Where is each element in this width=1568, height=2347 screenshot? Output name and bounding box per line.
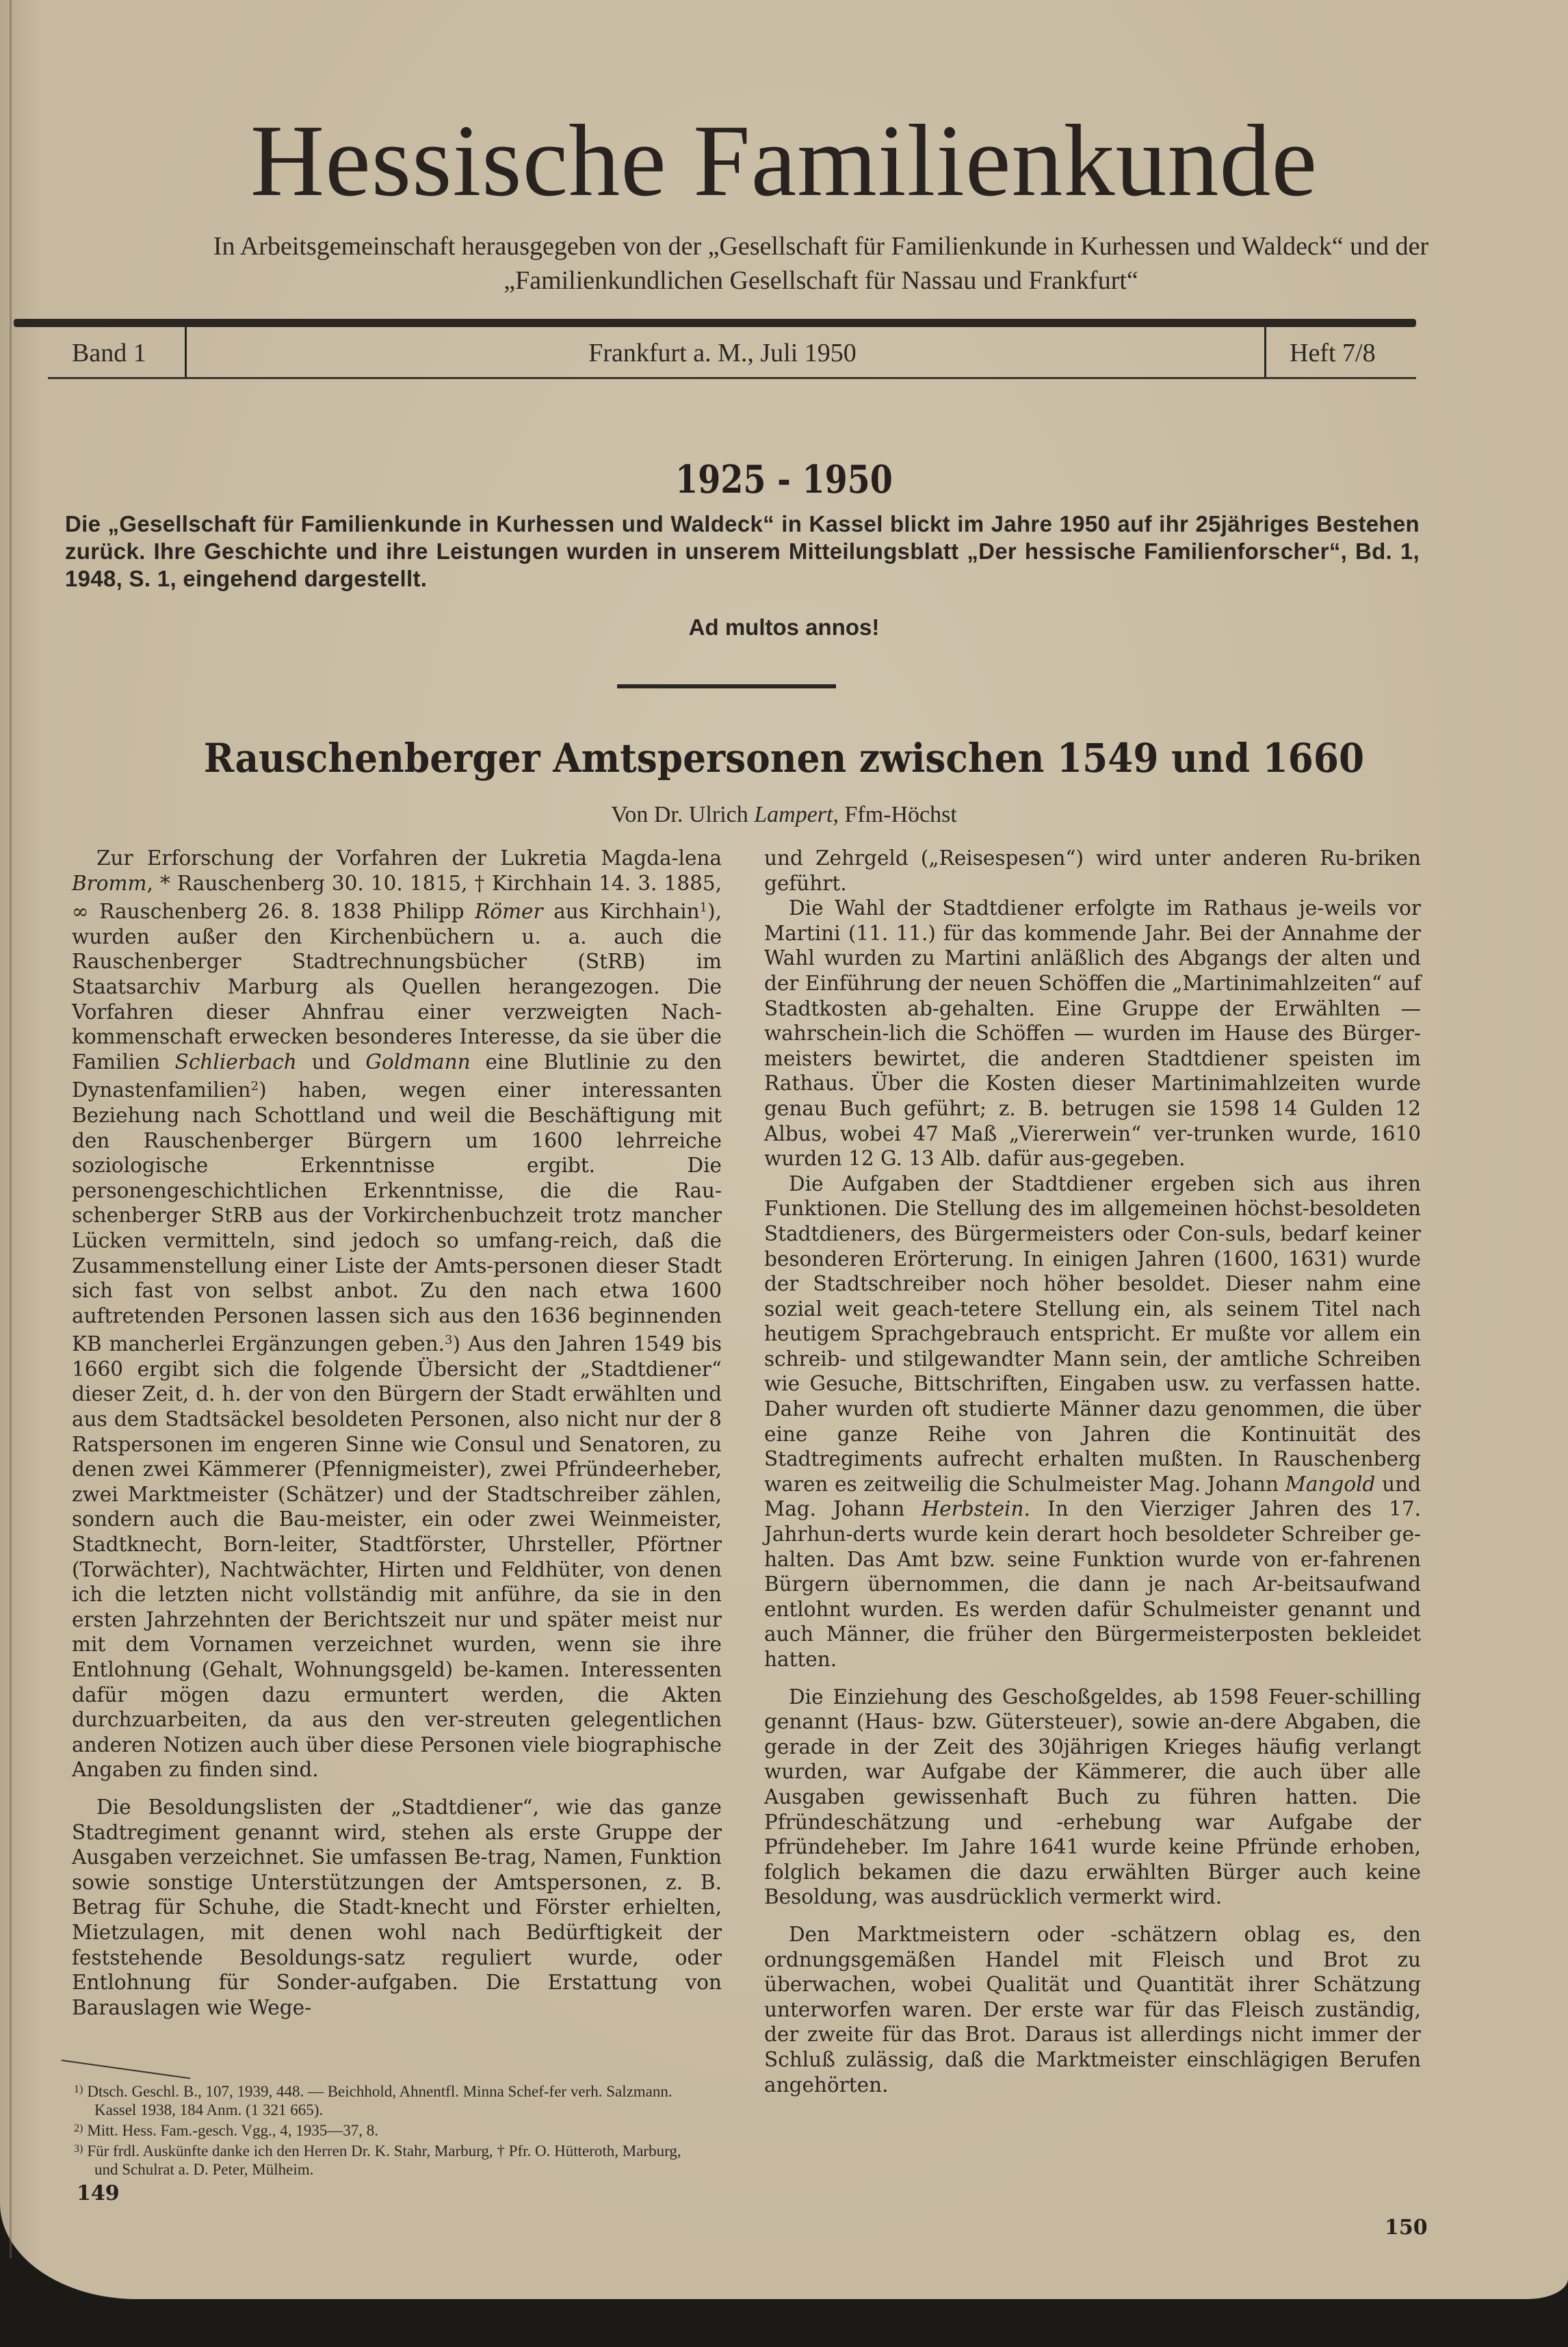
section-divider [617, 684, 836, 688]
issue-label: Heft 7/8 [1290, 339, 1376, 367]
footnotes [68, 2080, 698, 2179]
paragraph: Die Einziehung des Geschoßgeldes, ab 1598 Feuer-schilling genannt (Haus- bzw. Gütersteuer), sowie an-dere Abgaben, die gerade in der Zeit des 30jährigen Krieges häufig verlangt wurden, war Aufgabe der Kämmerer, die auch über alle Ausgaben gewissenhaft Buch zu führen hatten. Die Pfründeschätzung und -erhebung war Aufgabe der Pfründeheber. Im Jahre 1641 wurde keine Pfründe erhoben, folglich bekamen die dazu erwählten Bürger auch keine Besoldung, was ausdrücklich vermerkt wird. [764, 1685, 1421, 1909]
journal-title: Hessische Familienkunde [250, 104, 1318, 218]
footnote-ref: 3 [445, 1333, 453, 1348]
place-date-label: Frankfurt a. M., Juli 1950 [588, 339, 857, 367]
footnote: $^{3)}$ Für frdl. Auskünfte danke ich den Herren Dr. K. Stahr, Marburg, † Pfr. O. Hütteroth, Marburg, und Schulrat a. D. Peter, Mülheim. [74, 2142, 681, 2178]
article-title: Rauschenberger Amtspersonen zwischen 1549 und 1660 [203, 735, 1365, 781]
page-number-right: 150 [1385, 2216, 1428, 2240]
masthead-rule-thick [14, 319, 1416, 327]
page-number-left: 149 [77, 2181, 120, 2205]
byline-prefix: Von Dr. Ulrich [611, 802, 755, 827]
paragraph: Die Besoldungslisten der „Stadtdiener“, wie das ganze Stadtregiment genannt wird, stehen als erste Gruppe der Ausgaben verzeichnet. Sie umfassen Be-trag, Namen, Funktion sowie sonstige Unterstützungen der Amtspersonen, z. B. Betrag für Schuhe, die Stadt-knecht und Förster erhielten, Mietzulagen, mit denen wohl nach Bedürftigkeit der feststehende Besoldungs-satz reguliert wurde, oder Entlohnung für Sonder-aufgaben. Die Erstattung von Barauslagen wie Wege- [72, 1795, 722, 2019]
footnote: $^{1)}$ Dtsch. Geschl. B., 107, 1939, 448. — Beichhold, Ahnentfl. Minna Schef-fer verh. Salzmann. Kassel 1938, 184 Anm. (1 321 665). [74, 2083, 672, 2118]
byline-suffix: , Ffm-Höchst [833, 802, 957, 827]
paragraph: Die Wahl der Stadtdiener erfolgte im Rathaus je-weils vor Martini (11. 11.) für das kommende Jahr. Bei der Annahme der Wahl wurden zu Martini anläßlich des Abgangs der alten und der Einführung der neuen Schöffen die „Martinimahlzeiten“ auf Stadtkosten ab-gehalten. Eine Gruppe der Erwählten — wahrschein-lich die Schöffen — wurden im Hause des Bürger-meisters bewirtet, die anderen Stadtdiener speisten im Rathaus. Über die Kosten dieser Martinimahlzeiten wurde genau Buch geführt; z. B. betrugen sie 1598 14 Gulden 12 Albus, wobei 47 Maß „Viererwein“ ver-trunken wurde, 1610 wurden 12 G. 13 Alb. dafür aus-gegeben. [764, 896, 1421, 1171]
paragraph: und Zehrgeld („Reisespesen“) wird unter anderen Ru-briken geführt. [764, 846, 1421, 895]
anniversary-text: Die „Gesellschaft für Familienkunde in Kurhessen und Waldeck“ in Kassel blickt im Jahre 1950 auf ihr 25jähriges Bestehen zurück. Ihre Geschichte und ihre Leistungen wurden in unserem Mitteilungsblatt „Der hessische Familienforscher“, Bd. 1, 1948, S. 1, eingehend dargestellt. [65, 511, 1420, 591]
left-column [72, 846, 722, 2020]
paragraph: Den Marktmeistern oder -schätzern oblag es, den ordnungsgemäßen Handel mit Fleisch und Brot zu überwachen, wobei Qualität und Quantität ihrer Schätzung unterworfen waren. Der erste war für das Fleisch zuständig, der zweite für das Brot. Daraus ist allerdings nicht immer der Schluß zulässig, daß die Marktmeister einschlägigen Berufen angehörten. [764, 1922, 1421, 2097]
publisher-line-1: In Arbeitsgemeinschaft herausgegeben von der „Gesellschaft für Familienkunde in Kurhessen und Waldeck“ und der [213, 232, 1429, 261]
paragraph: Die Aufgaben der Stadtdiener ergeben sich aus ihren Funktionen. Die Stellung des im allgemeinen höchst-besoldeten Stadtdieners, des Bürgermeisters oder Con-suls, bedarf keiner besonderen Erörterung. In einigen Jahren (1600, 1631) wurde der Stadtschreiber noch höher besoldet. Dieser nahm eine sozial weit geach-tetere Stellung ein, als seinem Titel nach heutigem Sprachgebrauch entspricht. Er mußte vor allem ein schreib- und stilgewandter Mann sein, der amtliche Schreiben wie Gesuche, Bittschriften, Eingaben usw. zu verfassen hatte. Daher wurden oft studierte Männer dazu genommen, die über eine ganze Reihe von Jahren die Kontinuität des Stadtregiments aufrecht erhalten mußten. In Rauschenberg waren es zeitweilig die Schulmeister Mag. Johann Mangold und Mag. Johann Herbstein. In den Vierziger Jahren des 17. Jahrhun-derts wurde kein derart hoch besoldeter Schreiber ge-halten. Das Amt bzw. seine Funktion wurde von er-fahrenen Bürgern übernommen, die dann je nach Ar-beitsaufwand entlohnt wurden. Es werden dafür Schulmeister genannt und auch Männer, die früher den Bürgermeisterposten bekleidet hatten. [764, 1171, 1421, 1671]
anniversary-title: 1925 - 1950 [675, 457, 893, 502]
volume-label: Band 1 [72, 339, 146, 367]
byline [0, 802, 1568, 828]
publisher-line-2: „Familienkundlichen Gesellschaft für Nassau und Frankfurt“ [504, 266, 1138, 295]
footnote-ref: 2 [250, 1079, 259, 1094]
footnote-ref: 1 [699, 900, 708, 916]
byline-author: Lampert [754, 802, 833, 827]
anniversary-wish: Ad multos annos! [688, 614, 880, 640]
footnote-rule [62, 2060, 190, 2079]
masthead-rule-thin [48, 377, 1416, 379]
footnote: $^{2)}$ Mitt. Hess. Fam.-gesch. Vgg., 4, 1935—37, 8. [74, 2122, 379, 2139]
right-column [764, 846, 1421, 2097]
paragraph: Zur Erforschung der Vorfahren der Lukretia Magda-lena Bromm, * Rauschenberg 30. 10. 1815, † Kirchhain 14. 3. 1885, ∞ Rauschenberg 26. 8. 1838 Philipp Römer aus Kirchhain$^1$), wurden außer den Kirchenbüchern u. a. auch die Rauschenberger Stadtrechnungsbücher (StRB) im Staatsarchiv Marburg als Quellen herangezogen. Die Vorfahren dieser Ahnfrau einer verzweigten Nach-kommenschaft erwecken besonderes Interesse, da sie über die Familien Schlierbach und Goldmann eine Blutlinie zu den Dynastenfamilien$^2$) haben, wegen einer interessanten Beziehung nach Schottland und weil die Beschäftigung mit den Rauschenberger Bürgern um 1600 lehrreiche soziologische Erkenntnisse ergibt. Die personengeschichtlichen Erkenntnisse, die die Rau-schenberger StRB aus der Vorkirchenbuchzeit trotz mancher Lücken vermitteln, sind jedoch so umfang-reich, daß die Zusammenstellung einer Liste der Amts-personen dieser Stadt sich fast von selbst anbot. Zu den nach etwa 1600 auftretenden Personen lassen sich aus den 1636 beginnenden KB mancherlei Ergänzungen geben.$^3$) Aus den Jahren 1549 bis 1660 ergibt sich die folgende Übersicht der „Stadtdiener“ dieser Zeit, d. h. der von den Bürgern der Stadt erwählten und aus dem Stadtsäckel besoldeten Personen, also nicht nur der 8 Ratspersonen im engeren Sinne wie Consul und Senatoren, zu denen zwei Kämmerer (Pfennigmeister), zwei Pfründeerheber, zwei Marktmeister (Schätzer) und der Stadtschreiber zählen, sondern auch die Bau-meister, ein oder zwei Weinmeister, Stadtknecht, Born-leiter, Stadtförster, Uhrsteller, Pförtner (Torwächter), Nachtwächter, Hirten und Feldhüter, von denen ich die letzten nicht vollständig mit anführe, da sie in den ersten Jahrzehnten der Berichtszeit nur und später meist nur mit dem Vornamen verzeichnet wurden, wenn sie ihre Entlohnung (Gehalt, Wohnungsgeld) be-kamen. Interessenten dafür mögen dazu ermuntert werden, die Akten durchzuarbeiten, da aus den ver-streuten gelegentlichen anderen Notizen auch über diese Personen viele biographische Angaben zu finden sind. [72, 846, 722, 1782]
